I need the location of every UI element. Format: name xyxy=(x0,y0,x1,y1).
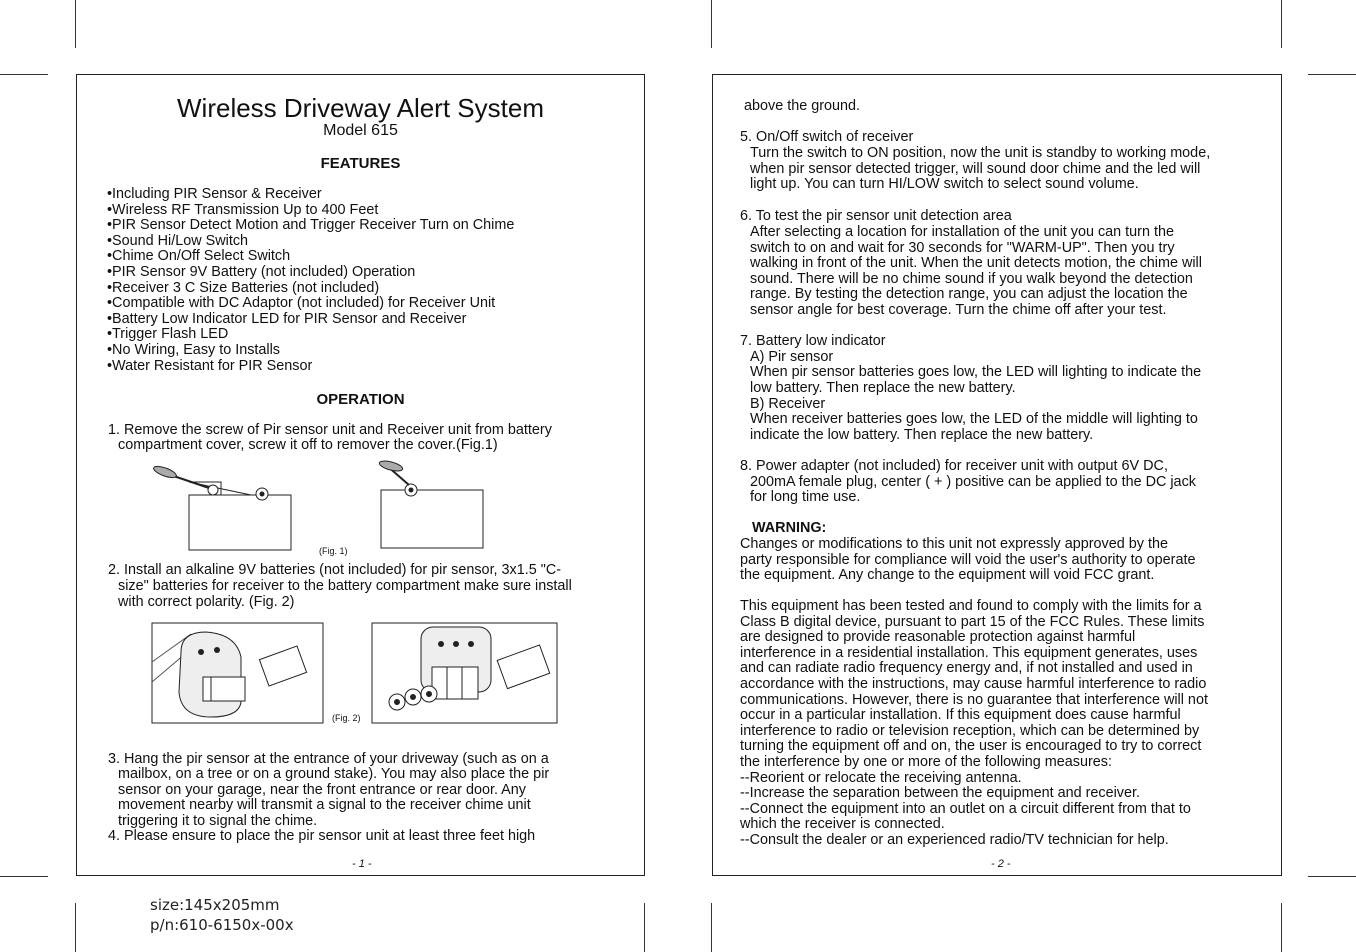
crop-mark xyxy=(644,903,645,952)
manual-page-2 xyxy=(712,74,1282,876)
step-8-line-2: 200mA female plug, center ( + ) positive can be applied to the DC jack xyxy=(750,474,1196,490)
continued-text: above the ground. xyxy=(744,98,861,114)
feature-item: • PIR Sensor Detect Motion and Trigger Receiver Turn on Chime xyxy=(107,218,514,234)
step-2-line-2: size" batteries for receiver to the battery compartment make sure install xyxy=(118,578,572,594)
feature-item: • Including PIR Sensor & Receiver xyxy=(107,187,514,203)
step-6-title: 6. To test the pir sensor unit detection area xyxy=(740,208,1012,224)
crop-mark xyxy=(75,0,76,48)
step-7-title: 7. Battery low indicator xyxy=(740,333,886,349)
fcc-statement: This equipment has been tested and found to comply with the limits for a Class B digital device, pursuant to part 15 of the FCC Rules. These limits are designed to provide reasonable protection against harmful interference in a residential installation. This equipment generates, uses and can radiate radio frequency energy and, if not installed and used in accordance with the instructions, may cause harmful interference to radio communications. However, there is no guarantee that interference will not occur in a particular installation. If this equipment does cause harmful interference to radio or television reception, which can be determined by turning the equipment off and on, the user is encouraged to try to correct the interference by one or more of the following measures: --Reorient or relocate the receiving antenna. --Increase the separation between the equipment and receiver. --Connect the equipment into an outlet on a circuit different from that to which the receiver is connected. --Consult the dealer or an experienced radio/TV technician for help. xyxy=(740,598,1208,848)
step-5-body: Turn the switch to ON position, now the unit is standby to working mode, when pir sensor detected trigger, will sound door chime and the led will light up. You can turn HI/LOW switch to select sound volume. xyxy=(750,145,1211,193)
crop-mark xyxy=(711,0,712,48)
crop-mark xyxy=(1308,876,1356,877)
warning-heading: WARNING: xyxy=(752,520,827,536)
step-7-a-body: When pir sensor batteries goes low, the LED will lighting to indicate the low battery. Then replace the new battery. xyxy=(750,364,1202,396)
feature-item: • Water Resistant for PIR Sensor xyxy=(107,359,514,375)
feature-item: • Sound Hi/Low Switch xyxy=(107,234,514,250)
step-1-line-2: compartment cover, screw it off to remover the cover.(Fig.1) xyxy=(118,437,498,453)
part-number: p/n:610-6150x-00x xyxy=(150,916,294,934)
features-heading: FEATURES xyxy=(320,155,401,172)
model-number: Model 615 xyxy=(323,122,398,139)
step-7-a-label: A) Pir sensor xyxy=(750,349,834,365)
step-2-line-1: 2. Install an alkaline 9V batteries (not included) for pir sensor, 3x1.5 "C- xyxy=(108,562,562,578)
step-8-line-1: 8. Power adapter (not included) for receiver unit with output 6V DC, xyxy=(740,458,1168,474)
feature-item: • No Wiring, Easy to Installs xyxy=(107,343,514,359)
step-1-line-1: 1. Remove the screw of Pir sensor unit and Receiver unit from battery xyxy=(108,422,552,438)
crop-mark xyxy=(0,74,48,75)
step-2-line-3: with correct polarity. (Fig. 2) xyxy=(118,594,295,610)
features-list xyxy=(107,187,514,374)
step-7-b-body: When receiver batteries goes low, the LED of the middle will lighting to indicate the low battery. Then replace the new battery. xyxy=(750,411,1198,443)
feature-item: • Battery Low Indicator LED for PIR Sensor and Receiver xyxy=(107,312,514,328)
step-5-title: 5. On/Off switch of receiver xyxy=(740,129,914,145)
page-number: - 1 - xyxy=(352,858,372,870)
print-size: size:145x205mm xyxy=(150,896,280,914)
page-number: - 2 - xyxy=(991,858,1011,870)
fig-1-illustration xyxy=(151,460,491,555)
operation-heading: OPERATION xyxy=(316,391,405,408)
crop-mark xyxy=(1308,74,1356,75)
document-title: Wireless Driveway Alert System xyxy=(177,93,544,123)
warning-body: Changes or modifications to this unit not expressly approved by the party responsible for compliance will void the user's authority to operate the equipment. Any change to the equipment will void FCC grant. xyxy=(740,536,1196,584)
fig-1-label: (Fig. 1) xyxy=(319,546,348,556)
step-8-line-3: for long time use. xyxy=(750,489,861,505)
feature-item: • Chime On/Off Select Switch xyxy=(107,249,514,265)
feature-item: • PIR Sensor 9V Battery (not included) Operation xyxy=(107,265,514,281)
step-4: 4. Please ensure to place the pir sensor unit at least three feet high xyxy=(108,828,536,844)
feature-item: • Wireless RF Transmission Up to 400 Feet xyxy=(107,203,514,219)
crop-mark xyxy=(1281,0,1282,48)
step-6-body: After selecting a location for installation of the unit you can turn the switch to on and wait for 30 seconds for "WARM-UP". Then you try walking in front of the unit. When the unit detects motion, the chime will sound. There will be no chime sound if you walk beyond the detection range. By testing the detection range, you can adjust the location the sensor angle for best coverage. Turn the chime off after your test. xyxy=(750,224,1202,318)
crop-mark xyxy=(711,903,712,952)
step-7-b-label: B) Receiver xyxy=(750,396,826,412)
fig-2-label: (Fig. 2) xyxy=(332,713,361,723)
feature-item: • Trigger Flash LED xyxy=(107,327,514,343)
fig-2-illustration xyxy=(151,622,561,727)
feature-item: • Compatible with DC Adaptor (not included) for Receiver Unit xyxy=(107,296,514,312)
crop-mark xyxy=(75,903,76,952)
crop-mark xyxy=(0,876,48,877)
manual-page-1 xyxy=(76,74,645,876)
feature-item: • Receiver 3 C Size Batteries (not included) xyxy=(107,281,514,297)
step-3-text: 3. Hang the pir sensor at the entrance of your driveway (such as on a mailbox, on a tree or on a ground stake). You may also place the pir sensor on your garage, near the front entrance or rear door. Any movement nearby will transmit a signal to the receiver chime unit triggering it to signal the chime. xyxy=(108,750,550,829)
crop-mark xyxy=(1281,903,1282,952)
